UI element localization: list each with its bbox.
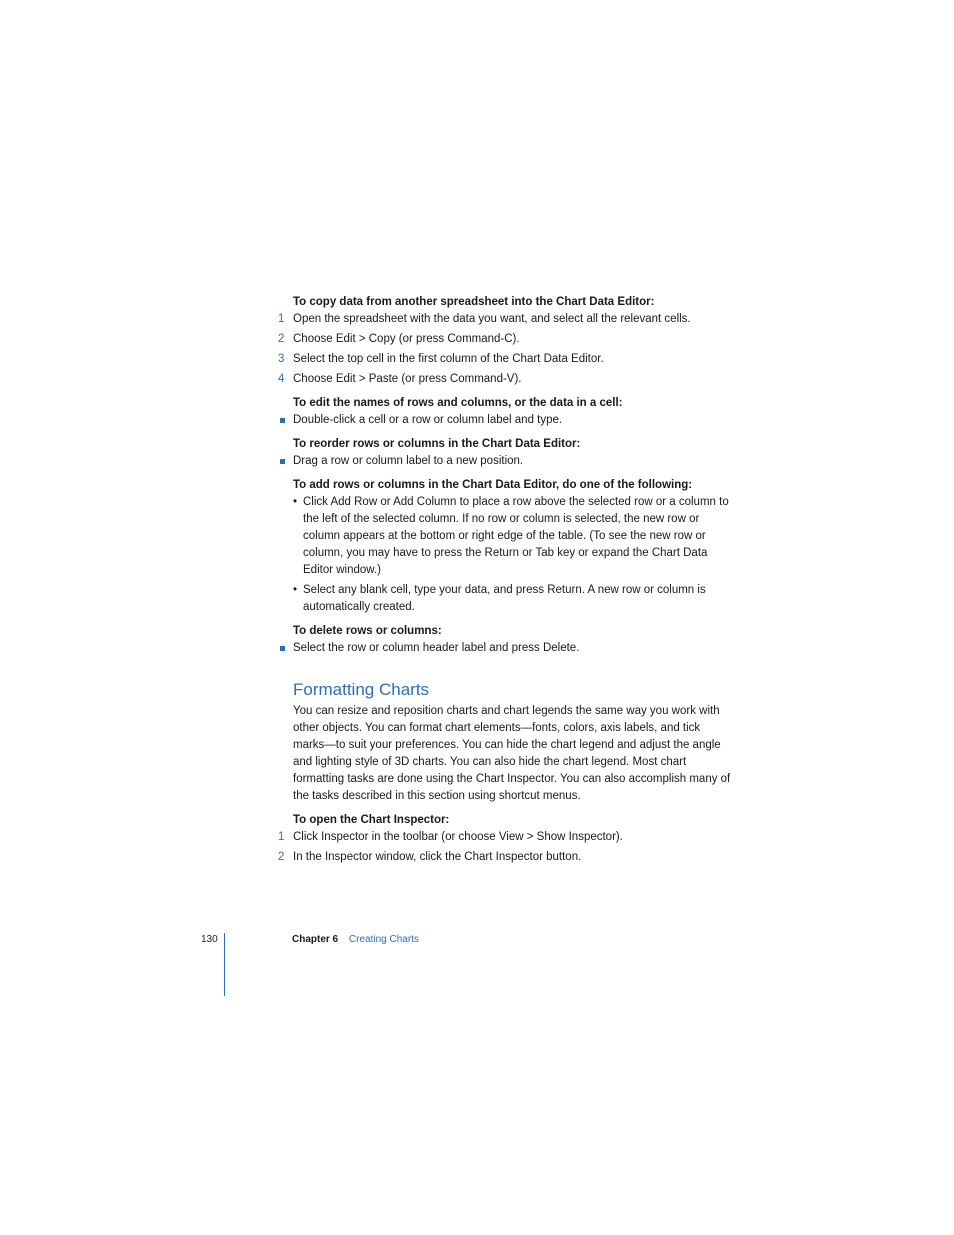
square-bullet-icon xyxy=(280,459,285,464)
footer-chapter xyxy=(292,934,419,945)
bullet-item xyxy=(293,453,733,470)
bullet-item xyxy=(293,412,733,429)
chapter-label: Chapter 6 xyxy=(292,934,339,945)
edit-names-heading: To edit the names of rows and columns, or the data in a cell: xyxy=(293,397,623,409)
delete-heading: To delete rows or columns: xyxy=(293,625,442,637)
page-content xyxy=(278,294,733,873)
step-number: 2 xyxy=(278,851,285,863)
option-text: Click Add Row or Add Column to place a row above the selected row or a column to the left of the selected column. If no row or column is selected, the new row or column appears at the bottom or right edge of the table. (To see the new row or column, you may have to press the Return or Tab key or expand the Chart Data Editor window.) xyxy=(303,496,729,576)
step-text: Select the top cell in the first column of the Chart Data Editor. xyxy=(293,353,604,365)
square-bullet-icon xyxy=(280,418,285,423)
dot-bullet-icon: • xyxy=(293,496,298,508)
bullet-text: Double-click a cell or a row or column label and type. xyxy=(293,414,563,426)
step-item xyxy=(278,351,733,368)
reorder-bullets xyxy=(293,453,733,470)
dot-bullet-icon: • xyxy=(293,584,298,596)
option-item xyxy=(293,494,733,579)
step-number: 2 xyxy=(278,333,285,345)
step-number: 4 xyxy=(278,373,285,385)
reorder-section xyxy=(293,436,733,470)
delete-section xyxy=(293,623,733,657)
step-text: Choose Edit > Copy (or press Command-C). xyxy=(293,333,520,345)
step-item xyxy=(278,849,733,866)
edit-names-bullets xyxy=(293,412,733,429)
step-text: In the Inspector window, click the Chart Inspector button. xyxy=(293,851,582,863)
section-title: Formatting Charts xyxy=(293,680,430,699)
footer-divider xyxy=(224,933,225,996)
bullet-item xyxy=(293,640,733,657)
add-rows-section xyxy=(293,477,733,616)
open-inspector-section xyxy=(278,812,733,866)
square-bullet-icon xyxy=(280,646,285,651)
bullet-text: Drag a row or column label to a new position. xyxy=(293,455,524,467)
page-number: 130 xyxy=(201,934,218,945)
step-item xyxy=(278,371,733,388)
step-number: 1 xyxy=(278,313,285,325)
reorder-heading: To reorder rows or columns in the Chart Data Editor: xyxy=(293,438,581,450)
step-text: Open the spreadsheet with the data you want, and select all the relevant cells. xyxy=(293,313,691,325)
step-number: 3 xyxy=(278,353,285,365)
option-item xyxy=(293,582,733,616)
delete-bullets xyxy=(293,640,733,657)
formatting-paragraph: You can resize and reposition charts and chart legends the same way you work with other objects. You can format chart elements—fonts, colors, axis labels, and tick marks—to suit your preferences. You can hide the chart legend and adjust the angle and lighting style of 3D charts. You can also hide the chart legend. Most chart formatting tasks are done using the Chart Inspector. You can also accomplish many of the tasks described in this section using shortcut menus. xyxy=(293,705,731,802)
add-rows-options xyxy=(293,494,733,616)
bullet-text: Select the row or column header label and press Delete. xyxy=(293,642,580,654)
step-text: Choose Edit > Paste (or press Command-V). xyxy=(293,373,522,385)
add-rows-heading: To add rows or columns in the Chart Data Editor, do one of the following: xyxy=(293,479,693,491)
copy-data-steps xyxy=(278,311,733,388)
step-item xyxy=(278,829,733,846)
option-text: Select any blank cell, type your data, and press Return. A new row or column is automatically created. xyxy=(303,584,706,613)
open-inspector-steps xyxy=(278,829,733,866)
step-text: Click Inspector in the toolbar (or choose View > Show Inspector). xyxy=(293,831,623,843)
copy-data-heading: To copy data from another spreadsheet into the Chart Data Editor: xyxy=(293,296,655,308)
step-number: 1 xyxy=(278,831,285,843)
step-item xyxy=(278,311,733,328)
edit-names-section xyxy=(293,395,733,429)
open-inspector-heading: To open the Chart Inspector: xyxy=(293,814,450,826)
copy-data-section xyxy=(278,294,733,388)
chapter-title: Creating Charts xyxy=(348,934,419,945)
step-item xyxy=(278,331,733,348)
